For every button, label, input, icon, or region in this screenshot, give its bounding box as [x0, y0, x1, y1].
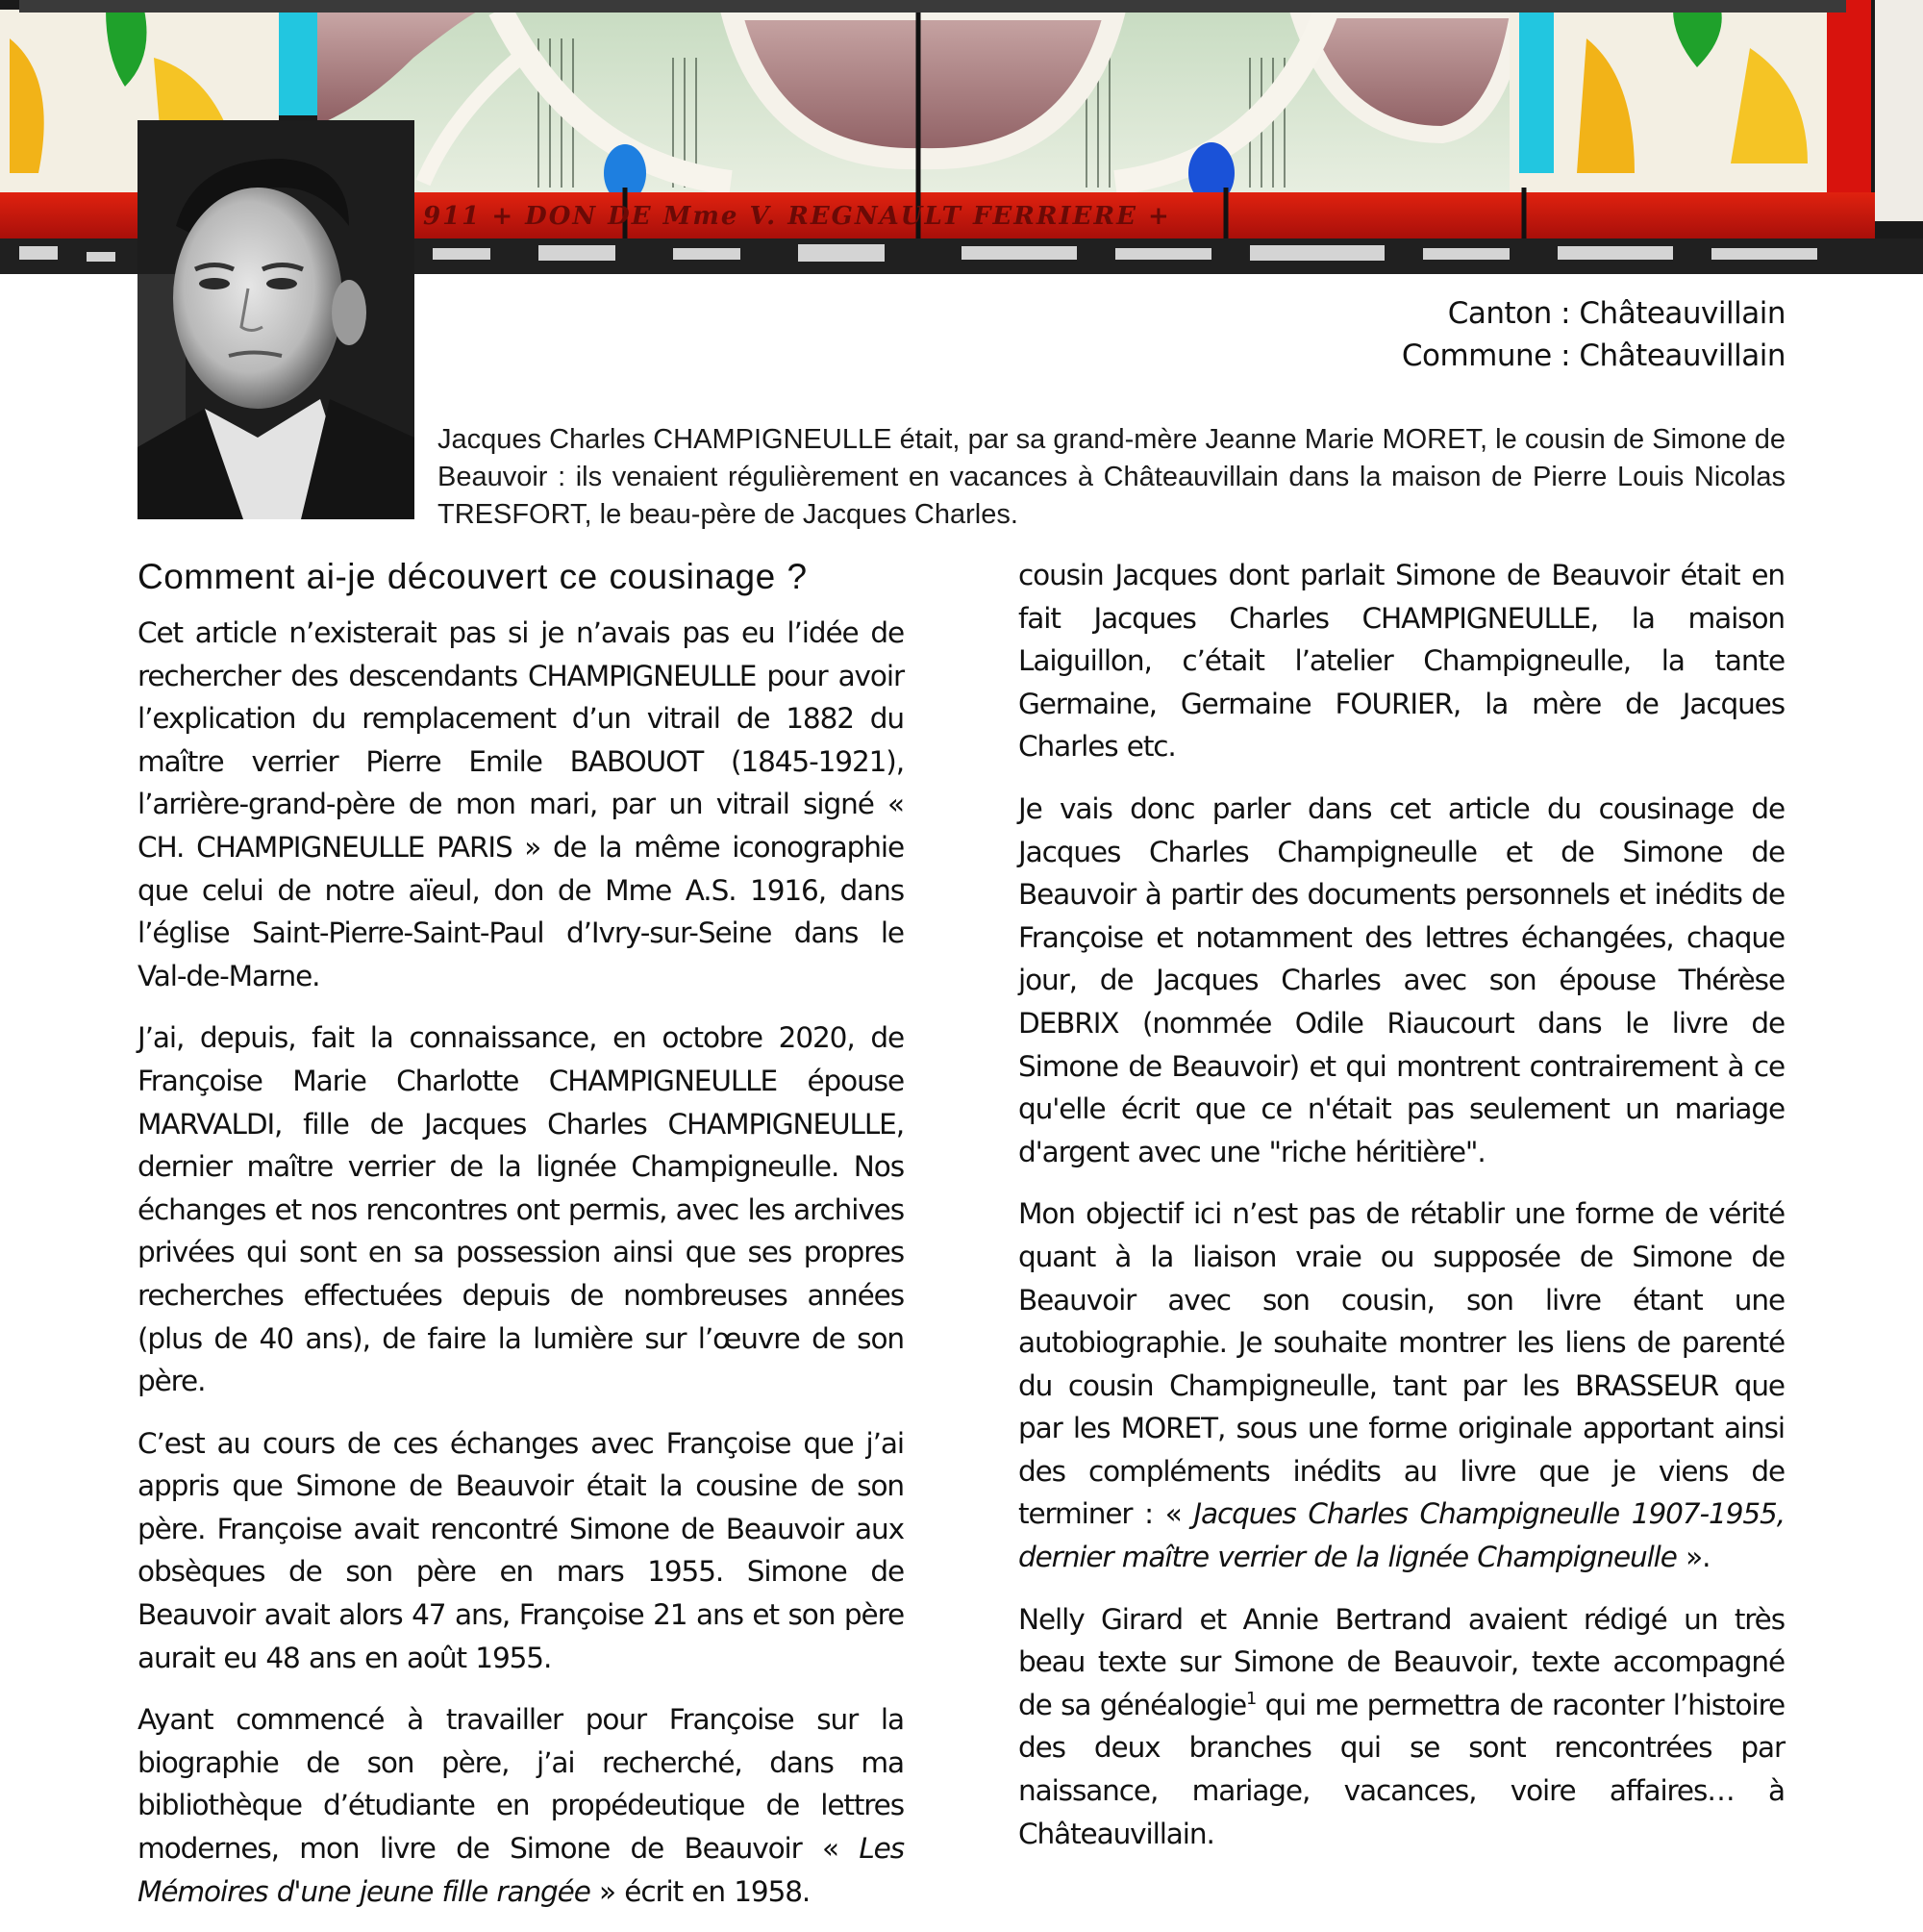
commune-label: Commune : Châteauvillain [1401, 339, 1786, 373]
section-heading: Comment ai-je découvert ce cousinage ? [137, 557, 808, 596]
footnote-ref[interactable]: 1 [1246, 1690, 1257, 1710]
paragraph-text: Nelly Girard et Annie Bertrand avaient rédigé un très beau texte sur Simone de Beauvoir, texte accompagné de sa généalogie [1018, 1602, 1785, 1721]
quote-open: « [1164, 1497, 1182, 1531]
inscription-text: 911 + DON DE Mme V. REGNAULT FERRIERE + [423, 202, 1171, 231]
quote-open: « [822, 1832, 838, 1866]
canton-label: Canton : Châteauvillain [1447, 296, 1786, 331]
paragraph-text: Ayant commencé à travailler pour Françoise sur la biographie de son père, j’ai recherché, dans ma bibliothèque d’étudiante en propédeutique de lettres modernes, mon livre de Simone de Beauvoir [137, 1703, 904, 1866]
paragraph [137, 1698, 904, 1913]
top-dark-bar [19, 0, 1846, 13]
paragraph: C’est au cours de ces échanges avec Françoise que j’ai appris que Simone de Beauvoir était la cousine de son père. Françoise avait rencontré Simone de Beauvoir aux obsèques de son père en mars 1955. Simone de Beauvoir avait alors 47 ans, Françoise 21 ans et son père aurait eu 48 ans en août 1955. [137, 1426, 904, 1674]
portrait-image [137, 120, 414, 519]
left-column [137, 554, 904, 1932]
right-column [1018, 554, 1785, 1874]
photo-caption: Jacques Charles CHAMPIGNEULLE était, par sa grand-mère Jeanne Marie MORET, le cousin de Simone de Beauvoir : ils venaient régulièrement en vacances à Châteauvillain dans la maison de Pierre Louis Nicolas TRESFORT, le beau-père de Jacques Charles. [437, 424, 1786, 530]
paragraph: cousin Jacques dont parlait Simone de Beauvoir était en fait Jacques Charles CHAMPIGNEULLE, la maison Laiguillon, c’était l’atelier Champigneulle, la tante Germaine, Germaine FOURIER, la mère de Jacques Charles etc. [1018, 559, 1785, 764]
book-title: Jacques Charles Champigneulle 1907-1955, dernier maître verrier de la lignée Champigneulle [1018, 1497, 1785, 1574]
cyan-strip [279, 10, 317, 115]
paragraph-text: qui me permettra de raconter l’histoire des deux branches qui se sont rencontrées par naissance, mariage, vacances, voire affaires… à Châteauvillain. [1018, 1688, 1785, 1850]
paragraph [1018, 1598, 1785, 1856]
paragraph [1018, 1192, 1785, 1578]
paragraph-text: Mon objectif ici n’est pas de rétablir une forme de vérité quant à la liaison vraie ou supposée de Simone de Beauvoir avec son cousin, son livre étant une autobiographie. Je souhaite montrer les liens de parenté du cousin Champigneulle, tant par les BRASSEUR que par les MORET, sous une forme originale apportant ainsi des compléments inédits au livre que je viens de terminer : [1018, 1197, 1785, 1531]
paragraph: Je vais donc parler dans cet article du cousinage de Jacques Charles Champigneulle et de Simone de Beauvoir à partir des documents personnels et inédits de Françoise et notamment des lettres échangées, chaque jour, de Jacques Charles avec son épouse Thérèse DEBRIX (nommée Odile Riaucourt dans le livre de Simone de Beauvoir) et qui montrent contrairement à ce qu'elle écrit que ce n'était pas seulement un mariage d'argent avec une "riche héritière". [1018, 791, 1785, 1168]
paragraph: J’ai, depuis, fait la connaissance, en octobre 2020, de Françoise Marie Charlotte CHAMPIGNEULLE épouse MARVALDI, fille de Jacques Charles CHAMPIGNEULLE, dernier maître verrier de la lignée Champigneulle. Nos échanges et nos rencontres ont permis, avec les archives privées qui sont en sa possession ainsi que ses propres recherches effectuées depuis de nombreuses années (plus de 40 ans), de faire la lumière sur l’œuvre de son père. [137, 1021, 904, 1398]
quote-close: ». [1686, 1541, 1711, 1574]
portrait-photo [137, 120, 414, 519]
quote-close: » écrit en 1958. [599, 1874, 811, 1908]
paragraph: Cet article n’existerait pas si je n’avais pas eu l’idée de rechercher des descendants CHAMPIGNEULLE pour avoir l’explication du remplacement d’un vitrail de 1882 du maître verrier Pierre Emile BABOUOT (1845-1921), l’arrière-grand-père de mon mari, par un vitrail signé « CH. CHAMPIGNEULLE PARIS » de la même iconographie que celui de notre aïeul, don de Mme A.S. 1916, dans l’église Saint-Pierre-Saint-Paul d’Ivry-sur-Seine dans le Val-de-Marne. [137, 616, 904, 992]
book-title: Les Mémoires d'une jeune fille rangée [137, 1832, 904, 1908]
